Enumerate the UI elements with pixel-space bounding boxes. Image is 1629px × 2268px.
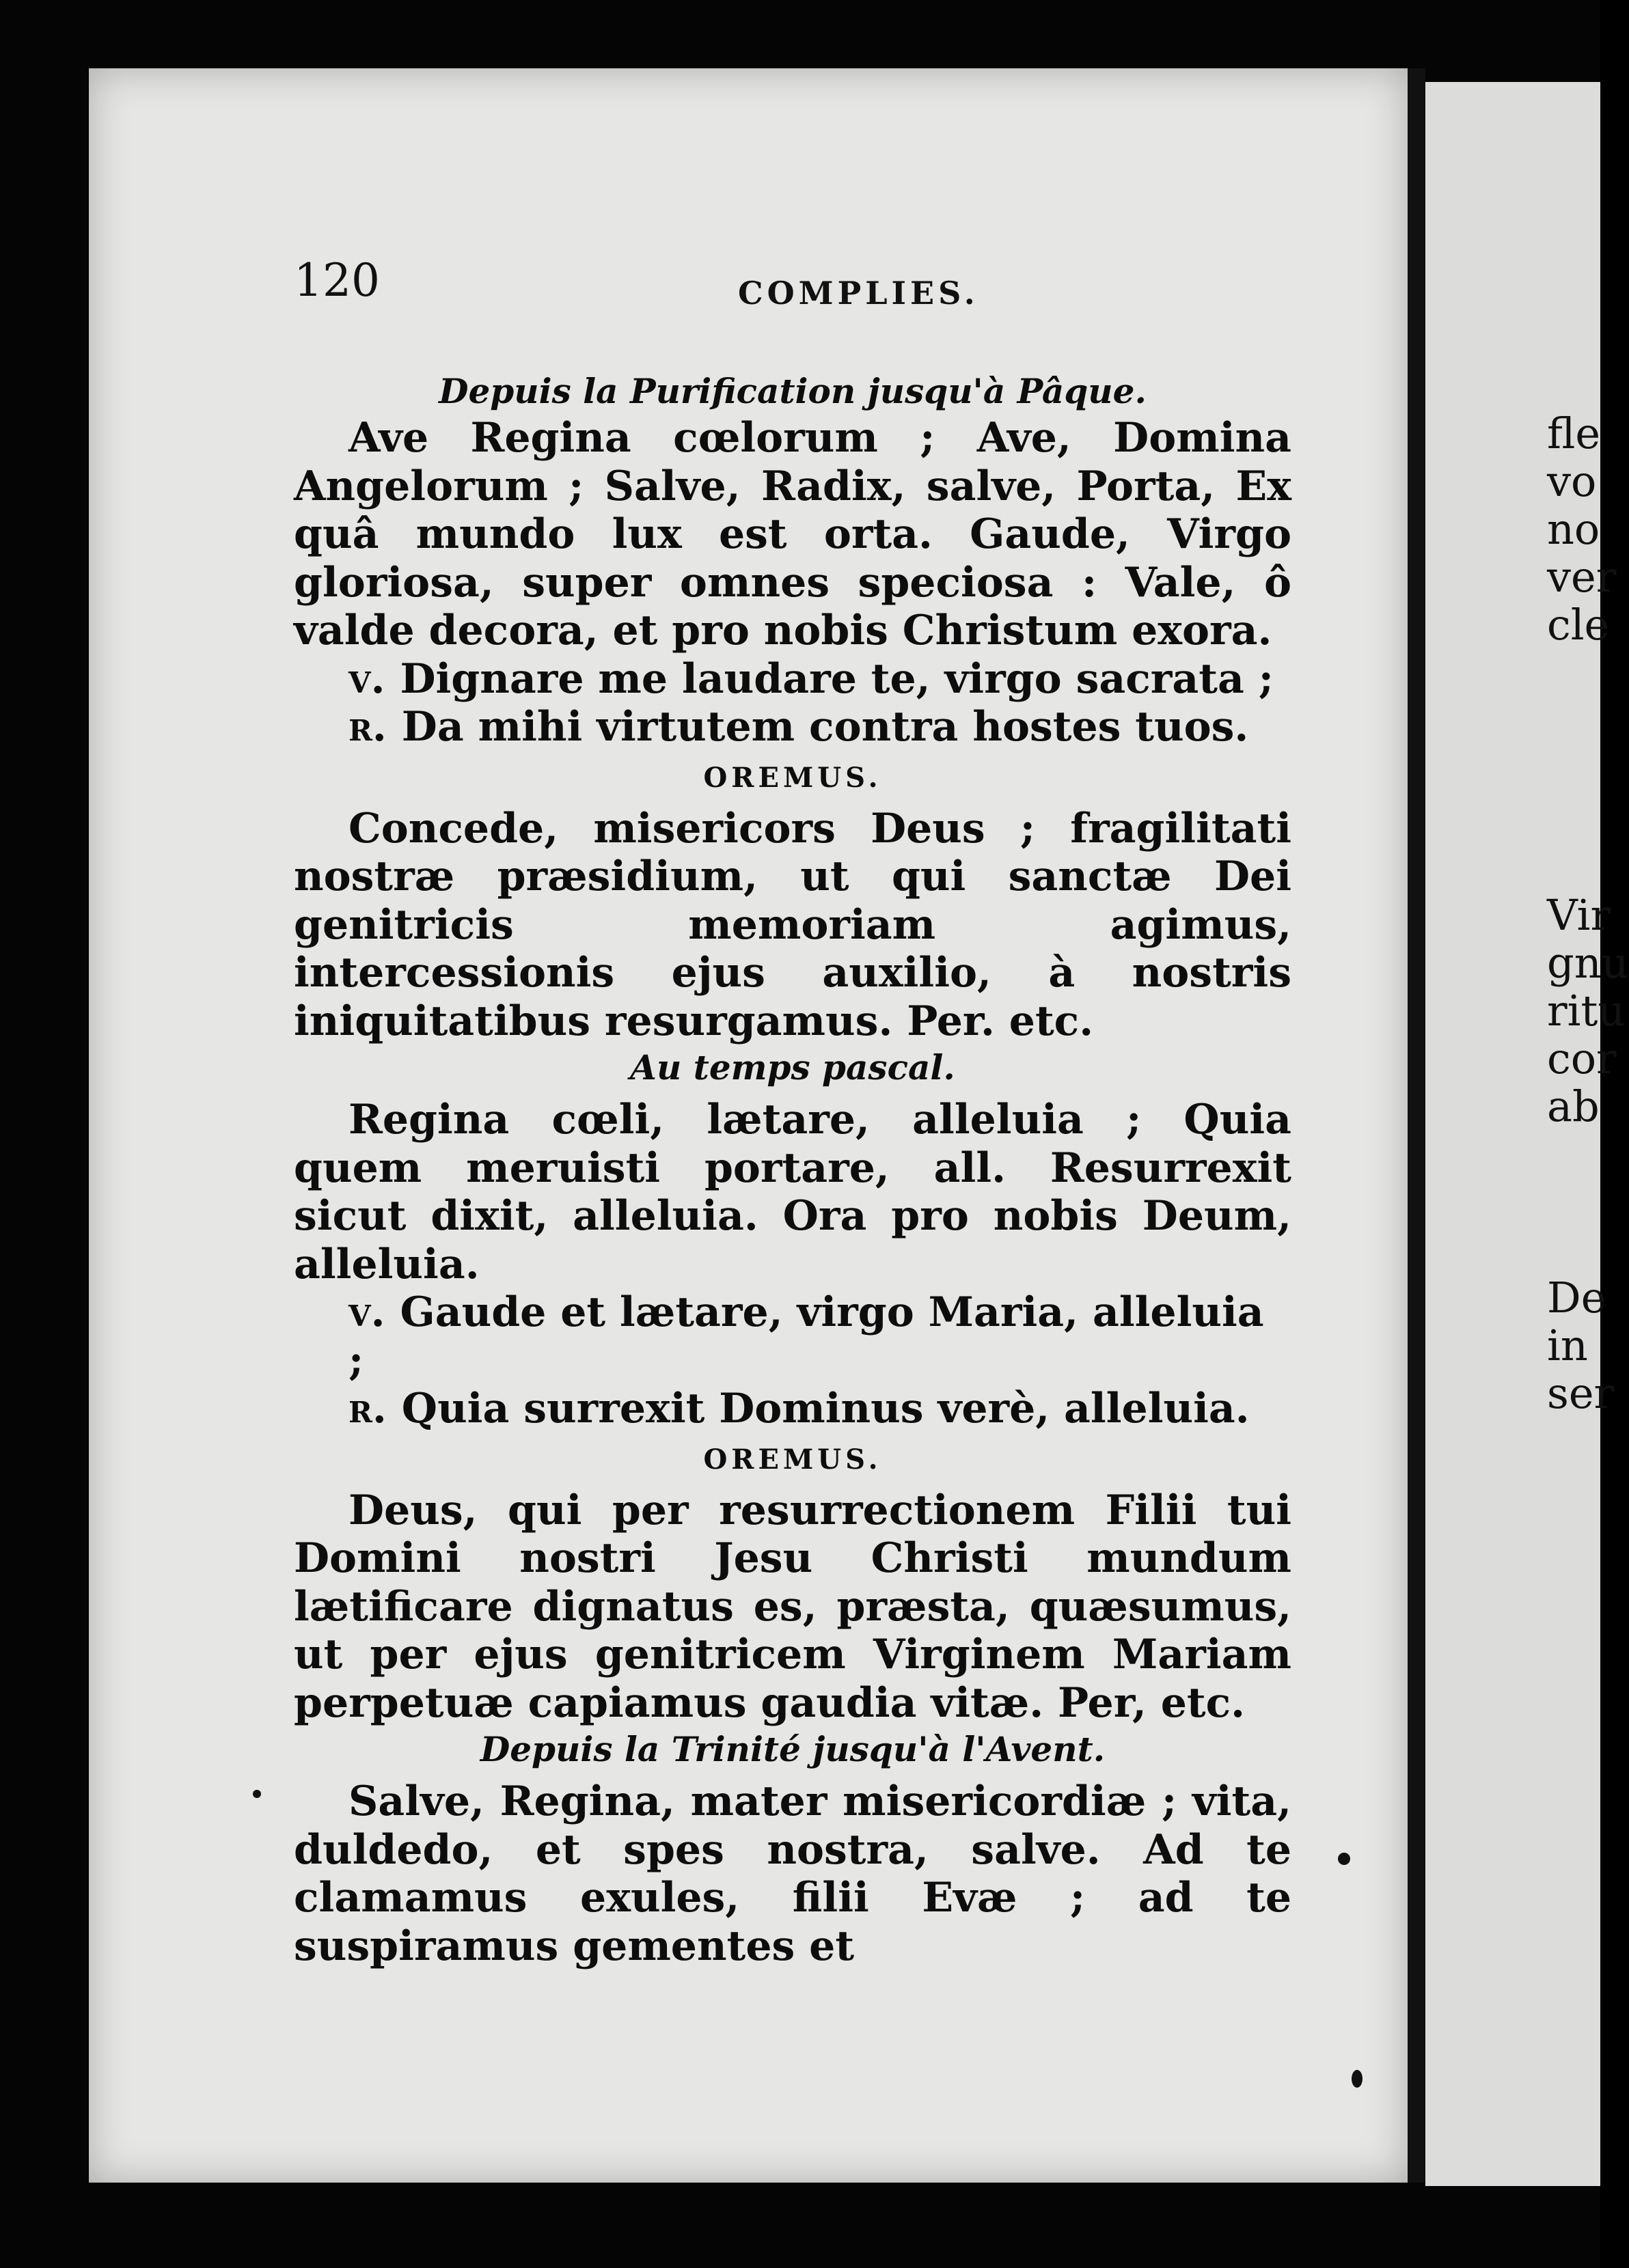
rubric-purification: Depuis la Purification jusqu'à Pâque.: [439, 371, 1147, 411]
facing-page-fragment: gnu: [1547, 938, 1629, 988]
facing-page-fragment: ser: [1547, 1368, 1615, 1418]
ink-speck: [1352, 2070, 1363, 2088]
facing-page-fragment: De: [1547, 1273, 1606, 1323]
collect-deus: Deus, qui per resurrectionem Filii tui Domini nostri Jesu Christi mundum lætificare dignatus es, præsta, quæsumus, ut per ejus genitricem Virginem Mariam perpetuæ capiamus gaudia vitæ. Per, etc.: [294, 1486, 1291, 1727]
facing-page-fragment: ver: [1547, 552, 1617, 602]
versicle: [348, 655, 1291, 704]
facing-page-fragment: cor: [1547, 1034, 1617, 1083]
rubric-trinity: Depuis la Trinité jusqu'à l'Avent.: [480, 1729, 1106, 1769]
ink-speck: [1338, 1853, 1350, 1865]
response-text: Quia surrexit Dominus verè, alleluia.: [401, 1385, 1250, 1433]
regina-coeli-prayer: Regina cœli, lætare, alleluia ; Quia quem meruisti portare, all. Resurrexit sicut dixit, alleluia. Ora pro nobis Deum, alleluia.: [294, 1096, 1291, 1288]
page-number: 120: [294, 254, 380, 307]
salve-regina-prayer: Salve, Regina, mater misericordiæ ; vita, duldedo, et spes nostra, salve. Ad te clamamus exules, filii Evæ ; ad te suspiramus gementes et: [294, 1778, 1291, 1970]
oremus-heading: OREMUS.: [703, 1443, 882, 1476]
oremus-heading: OREMUS.: [703, 761, 882, 794]
versicle: [348, 1288, 1291, 1385]
response-marker: r.: [348, 1385, 387, 1433]
facing-page-fragment: ab: [1547, 1081, 1600, 1131]
response-text: Da mihi virtutem contra hostes tuos.: [401, 703, 1249, 751]
facing-page-fragment: Vir: [1547, 890, 1611, 940]
versicle-marker: v.: [348, 654, 385, 703]
response: [348, 703, 1291, 751]
page-gutter: [1408, 68, 1425, 2183]
page-body: [294, 369, 1291, 1970]
collect-concede: Concede, misericors Deus ; fragilitati nostræ præsidium, ut qui sanctæ Dei genitricis memoriam agimus, intercessionis ejus auxilio, à nostris iniquitatibus resurgamus. Per. etc.: [294, 804, 1291, 1045]
facing-page-fragment: vo: [1547, 456, 1597, 506]
response-marker: r.: [348, 703, 387, 751]
versicle-marker: v.: [348, 1288, 385, 1336]
facing-page: [1425, 82, 1629, 2186]
facing-page-fragment: cle: [1547, 600, 1610, 650]
facing-page-fragment: no: [1547, 504, 1600, 554]
ink-speck: [253, 1790, 261, 1798]
facing-page-fragment: fle: [1547, 409, 1601, 458]
running-head: COMPLIES.: [738, 275, 979, 312]
ave-regina-prayer: Ave Regina cœlorum ; Ave, Domina Angelorum ; Salve, Radix, salve, Porta, Ex quâ mundo lux est orta. Gaude, Virgo gloriosa, super omnes speciosa : Vale, ô valde decora, et pro nobis Christum exora.: [294, 414, 1291, 654]
versicle-text: Gaude et lætare, virgo Maria, alleluia ;: [348, 1288, 1264, 1385]
rubric-paschal: Au temps pascal.: [630, 1047, 955, 1088]
page-header: [294, 254, 1298, 322]
facing-page-fragment: in: [1547, 1320, 1588, 1370]
versicle-text: Dignare me laudare te, virgo sacrata ;: [400, 654, 1274, 703]
facing-page-fragment: ritu: [1547, 986, 1626, 1036]
response: [348, 1385, 1291, 1433]
